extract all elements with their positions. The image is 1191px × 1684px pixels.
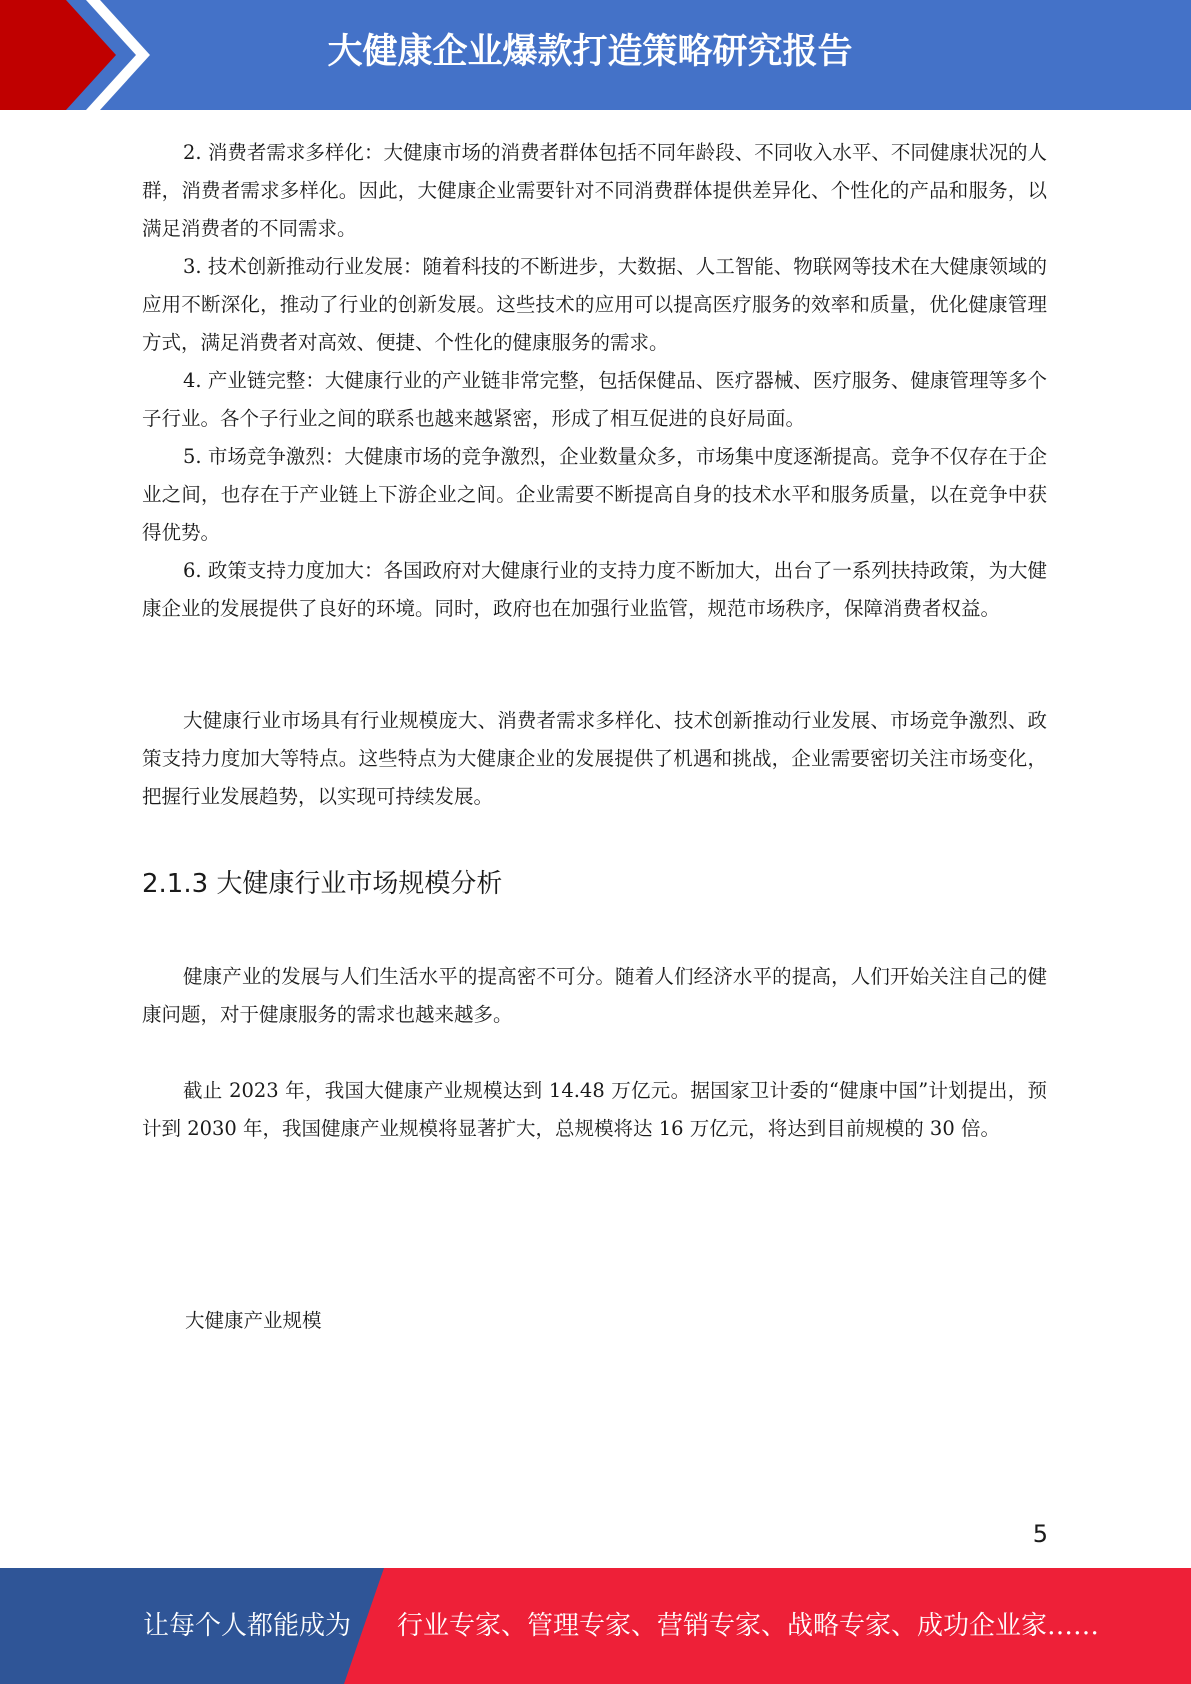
footer-slogan-left: 让每个人都能成为 <box>143 1611 352 1641</box>
page-footer <box>0 1568 1191 1684</box>
footer-slogan-right: 行业专家、管理专家、营销专家、战略专家、成功企业家…… <box>397 1611 1100 1641</box>
page-number: 5 <box>1032 1520 1048 1548</box>
paragraph-summary: 大健康行业市场具有行业规模庞大、消费者需求多样化、技术创新推动行业发展、市场竞争激烈、政策支持力度加大等特点。这些特点为大健康企业的发展提供了机遇和挑战，企业需要密切关注市场变化，把握行业发展趋势，以实现可持续发展。 <box>142 709 1047 808</box>
header-title: 大健康企业爆款打造策略研究报告 <box>327 32 853 72</box>
paragraph-consumer-demand: 2. 消费者需求多样化：大健康市场的消费者群体包括不同年龄段、不同收入水平、不同健康状况的人群，消费者需求多样化。因此，大健康企业需要针对不同消费群体提供差异化、个性化的产品和服务，以满足消费者的不同需求。 <box>142 141 1047 240</box>
paragraph-policy-support: 6. 政策支持力度加大：各国政府对大健康行业的支持力度不断加大，出台了一系列扶持政策，为大健康企业的发展提供了良好的环境。同时，政府也在加强行业监管，规范市场秩序，保障消费者权益。 <box>142 559 1047 620</box>
figure-caption: 大健康产业规模 <box>185 1309 322 1332</box>
paragraph-market-competition: 5. 市场竞争激烈：大健康市场的竞争激烈，企业数量众多，市场集中度逐渐提高。竞争不仅存在于企业之间，也存在于产业链上下游企业之间。企业需要不断提高自身的技术水平和服务质量，以在竞争中获得优势。 <box>142 445 1047 544</box>
paragraph-health-industry: 健康产业的发展与人们生活水平的提高密不可分。随着人们经济水平的提高，人们开始关注自己的健康问题，对于健康服务的需求也越来越多。 <box>142 965 1047 1026</box>
section-heading: 2.1.3 大健康行业市场规模分析 <box>142 869 503 899</box>
paragraph-tech-innovation: 3. 技术创新推动行业发展：随着科技的不断进步，大数据、人工智能、物联网等技术在大健康领域的应用不断深化，推动了行业的创新发展。这些技术的应用可以提高医疗服务的效率和质量，优化健康管理方式，满足消费者对高效、便捷、个性化的健康服务的需求。 <box>142 255 1047 354</box>
paragraph-industry-chain: 4. 产业链完整：大健康行业的产业链非常完整，包括保健品、医疗器械、医疗服务、健康管理等多个子行业。各个子行业之间的联系也越来越紧密，形成了相互促进的良好局面。 <box>142 369 1047 430</box>
paragraph-market-scale: 截止 2023 年，我国大健康产业规模达到 14.48 万亿元。据国家卫计委的“健康中国”计划提出，预计到 2030 年，我国健康产业规模将显著扩大，总规模将达 16 万亿元，将达到目前规模的 30 倍。 <box>142 1079 1047 1140</box>
page-header <box>0 0 1191 110</box>
